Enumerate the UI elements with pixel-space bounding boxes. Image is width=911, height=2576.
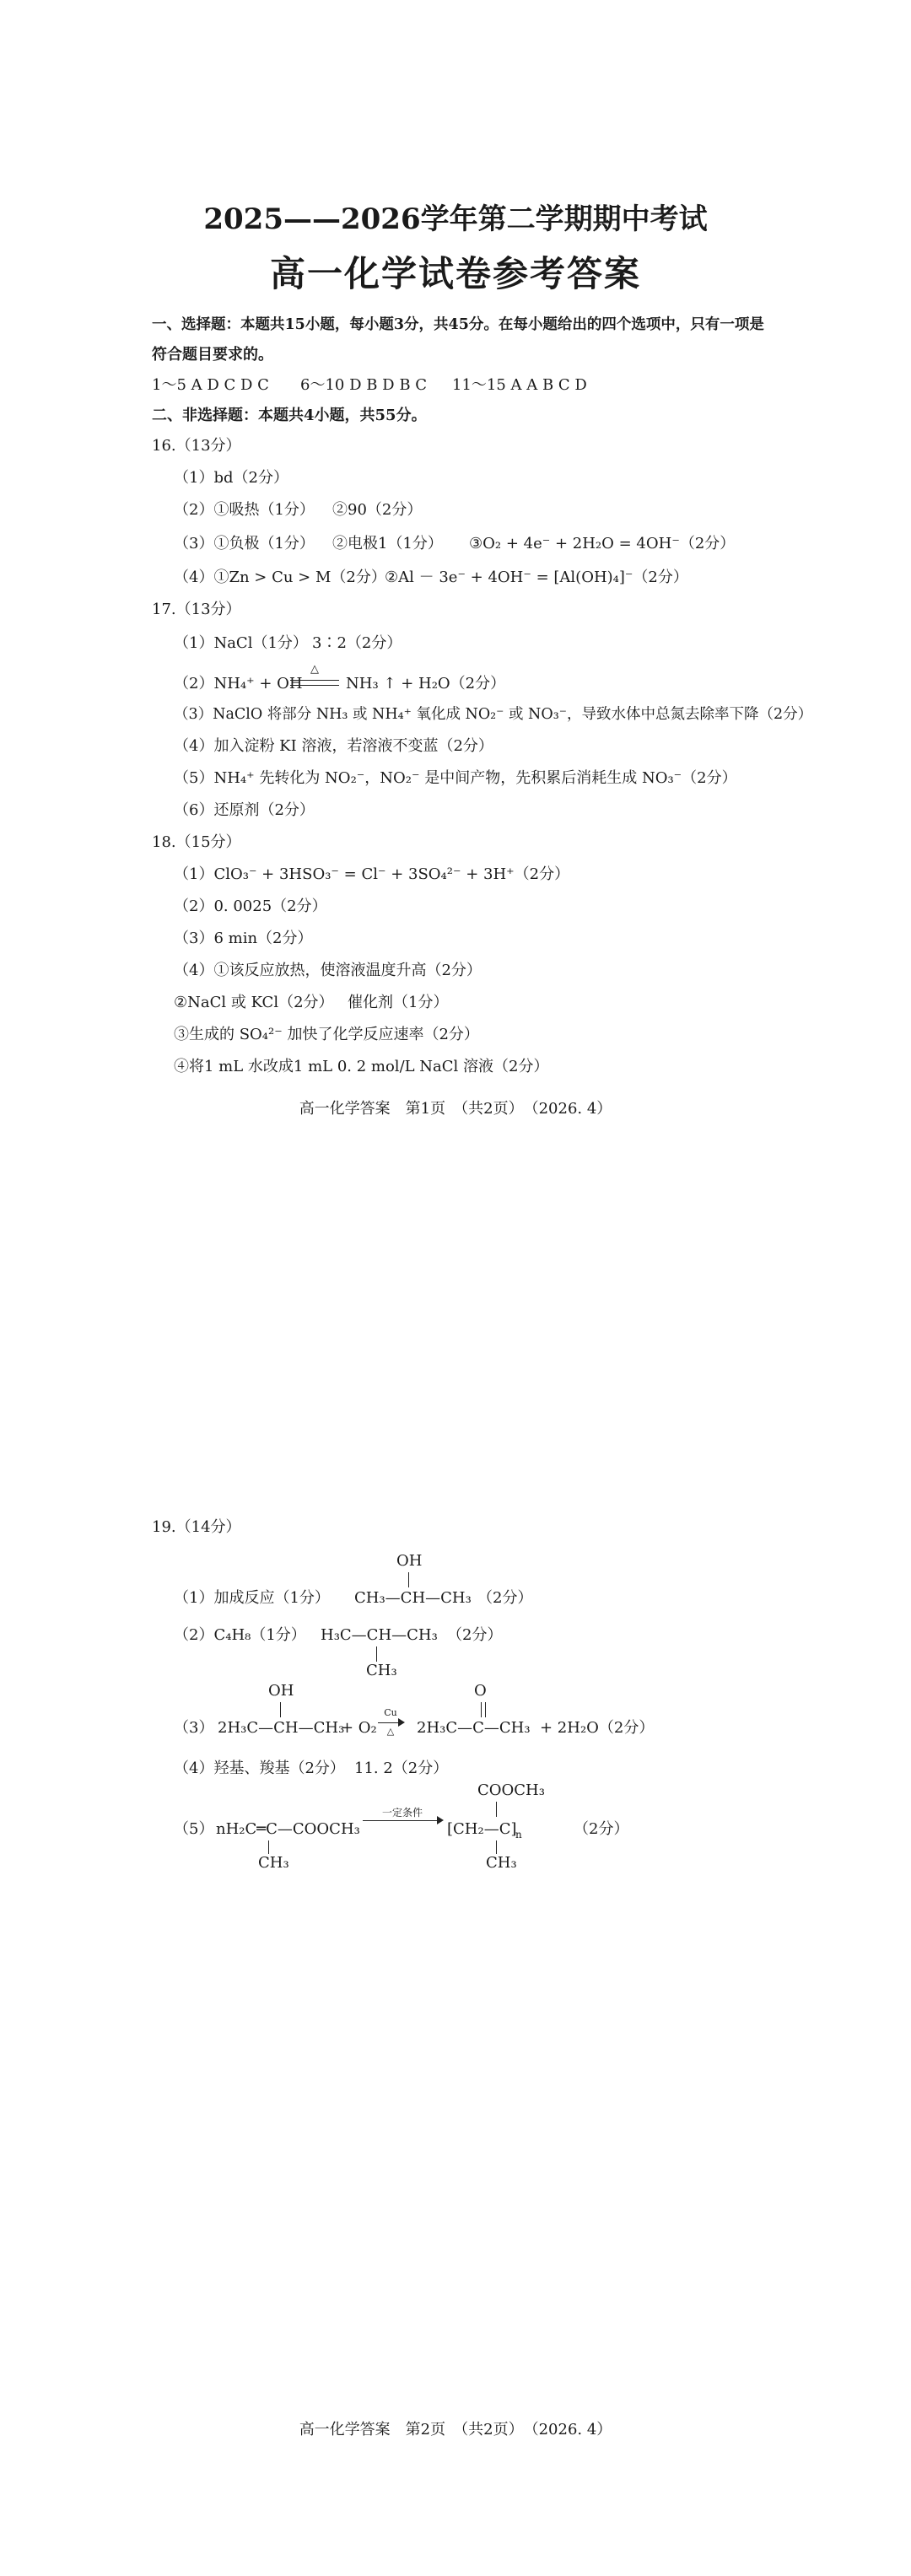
q16-answer-2b: ②90（2分） (332, 501, 423, 519)
q18-answer-5b: 催化剂（1分） (348, 994, 449, 1011)
mc-answers-6-10: 6～10 D B D B C (300, 376, 428, 394)
q17-answer-1b: 3∶2（2分） (312, 634, 402, 652)
carbonyl-oxygen-label: O (474, 1682, 487, 1700)
hydroxyl-label: OH (268, 1682, 294, 1700)
section1-heading: 一、选择题：本题共15小题，每小题3分，共45分。在每小题给出的四个选项中，只有一项是 (152, 316, 764, 333)
methyl-label: CH₃ (366, 1662, 397, 1679)
q16-heading: 16.（13分） (152, 437, 241, 455)
degree-of-polymerization: n (515, 1829, 522, 1840)
propanol-formula: CH₃—CH—CH₃ (354, 1589, 472, 1607)
double-line-arrow (290, 680, 339, 686)
q19-answer-3-tail: + 2H₂O（2分） (540, 1719, 655, 1737)
hydroxyl-label: OH (396, 1552, 423, 1570)
q18-answer-4: （4）①该反应放热，使溶液温度升高（2分） (174, 962, 482, 979)
bond-line (268, 1840, 269, 1854)
q18-answer-5a: ②NaCl 或 KCl（2分） (174, 994, 334, 1011)
double-bond-left (481, 1702, 482, 1717)
bond-line (376, 1646, 377, 1662)
q19-answer-1a: （1）加成反应（1分） (174, 1589, 330, 1607)
q16-answer-4b: ②Al － 3e⁻ + 4OH⁻ = [Al(OH)₄]⁻（2分） (385, 569, 688, 586)
q16-answer-2a: （2）①吸热（1分） (174, 501, 315, 519)
arrow-head-icon (437, 1816, 444, 1824)
section2-heading: 二、非选择题：本题共4小题，共55分。 (152, 407, 427, 424)
methyl-label: CH₃ (486, 1854, 517, 1872)
q17-answer-3: （3）NaClO 将部分 NH₃ 或 NH₄⁺ 氧化成 NO₂⁻ 或 NO₃⁻，导致水体中总氮去除率下降（2分） (174, 706, 813, 723)
q16-answer-3b: ②电极1（1分） (332, 535, 443, 552)
q17-answer-6: （6）还原剂（2分） (174, 801, 315, 819)
q16-answer-1: （1）bd（2分） (174, 469, 288, 487)
heat-condition: △ (386, 1726, 395, 1737)
q19-answer-2-score: （2分） (447, 1626, 503, 1644)
q19-answer-5-num: （5） (174, 1820, 214, 1838)
q17-heading: 17.（13分） (152, 601, 241, 618)
q18-answer-7: ④将1 mL 水改成1 mL 0. 2 mol/L NaCl 溶液（2分） (174, 1058, 549, 1075)
q18-answer-1: （1）ClO₃⁻ + 3HSO₃⁻ = Cl⁻ + 3SO₄²⁻ + 3H⁺（2分） (174, 865, 570, 883)
reactant-formula: 2H₃C—CH—CH₃ (218, 1719, 345, 1737)
q17-answer-4: （4）加入淀粉 KI 溶液，若溶液不变蓝（2分） (174, 737, 493, 755)
q18-answer-2: （2）0. 0025（2分） (174, 897, 327, 915)
isobutane-formula: H₃C—CH—CH₃ (321, 1626, 438, 1644)
page-title: 高一化学试卷参考答案 (269, 253, 641, 294)
q19-answer-3-num: （3） (174, 1719, 214, 1737)
q19-answer-1-score: （2分） (477, 1589, 533, 1607)
q16-answer-3a: （3）①负极（1分） (174, 535, 315, 552)
q19-answer-2a: （2）C₄H₈（1分） (174, 1626, 306, 1644)
catalyst-label: Cu (384, 1707, 397, 1718)
polymer-formula: [CH₂—C] (447, 1820, 517, 1838)
section1-heading-cont: 符合题目要求的。 (152, 346, 273, 364)
q19-answer-4a: （4）羟基、羧基（2分） (174, 1760, 345, 1777)
oxygen-reactant: + O₂ (341, 1719, 377, 1737)
q17-answer-2-right: NH₃ ↑ + H₂O（2分） (346, 675, 506, 693)
mc-answers-1-5: 1～5 A D C D C (152, 376, 269, 394)
q19-answer-4b: 11. 2（2分） (354, 1760, 449, 1777)
monomer-formula: nH₂C═C—COOCH₃ (216, 1820, 360, 1838)
bond-line (496, 1802, 497, 1817)
ester-group-label: COOCH₃ (477, 1781, 545, 1799)
exam-title: 2025——2026学年第二学期期中考试 (203, 202, 708, 236)
q16-answer-3c: ③O₂ + 4e⁻ + 2H₂O = 4OH⁻（2分） (469, 535, 736, 552)
double-bond-right (485, 1702, 486, 1717)
q17-answer-5: （5）NH₄⁺ 先转化为 NO₂⁻，NO₂⁻ 是中间产物，先积累后消耗生成 NO₃⁻（2分） (174, 769, 737, 787)
methyl-label: CH₃ (258, 1854, 289, 1872)
q19-heading: 19.（14分） (152, 1518, 241, 1536)
q18-heading: 18.（15分） (152, 833, 241, 851)
heat-condition: △ (310, 663, 319, 676)
q17-answer-1a: （1）NaCl（1分） (174, 634, 308, 652)
mc-answers-11-15: 11～15 A A B C D (452, 376, 587, 394)
reaction-arrow (363, 1820, 439, 1821)
q19-answer-5-score: （2分） (574, 1820, 629, 1838)
q16-answer-4a: （4）①Zn > Cu > M（2分） (174, 569, 386, 586)
bond-line (408, 1572, 409, 1587)
q17-answer-2-left: （2）NH₄⁺ + OH⁻ (174, 675, 311, 693)
q18-answer-3: （3）6 min（2分） (174, 930, 313, 947)
bond-line (496, 1840, 497, 1854)
q18-answer-6: ③生成的 SO₄²⁻ 加快了化学反应速率（2分） (174, 1026, 479, 1043)
page-footer-2: 高一化学答案 第2页 （共2页） （2026. 4） (299, 2421, 612, 2439)
condition-label: 一定条件 (381, 1807, 423, 1819)
bond-line (280, 1702, 281, 1717)
page-footer-1: 高一化学答案 第1页 （共2页） （2026. 4） (299, 1100, 612, 1118)
product-formula: 2H₃C—C—CH₃ (417, 1719, 531, 1737)
